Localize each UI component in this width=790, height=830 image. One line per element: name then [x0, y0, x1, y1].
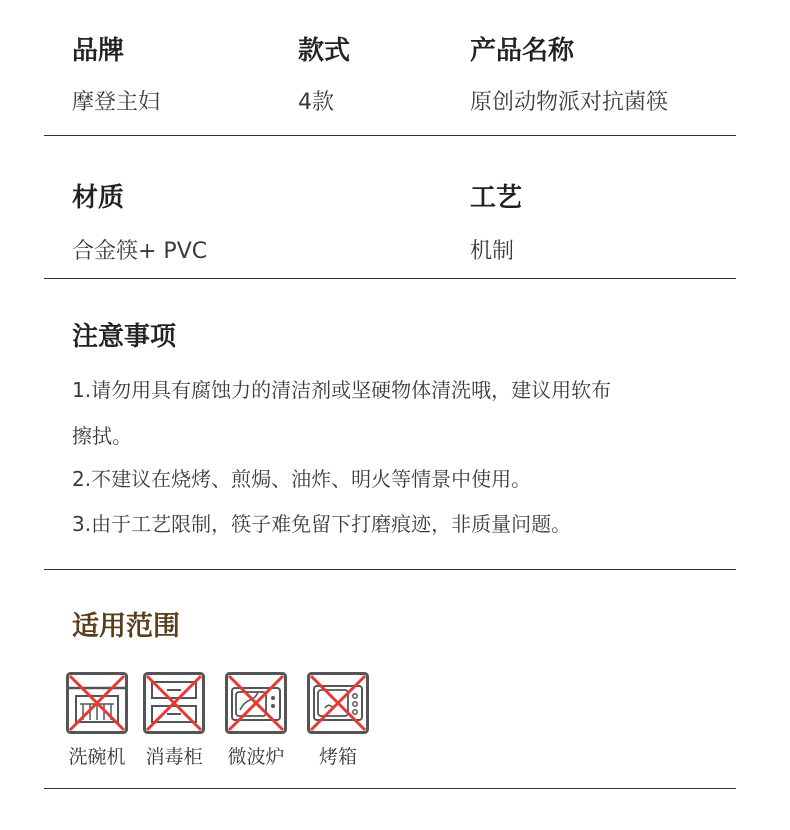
oven-label: 烤箱	[318, 746, 357, 768]
divider	[44, 135, 736, 136]
microwave-label: 微波炉	[227, 746, 285, 768]
notice-title: 注意事项	[72, 322, 177, 352]
microwave-icon	[225, 672, 287, 734]
style-value: 4款	[298, 90, 334, 115]
brand-value: 摩登主妇	[72, 90, 161, 115]
dishwasher-icon	[66, 672, 128, 734]
notice-line: 2.不建议在烧烤、煎焗、油炸、明火等情景中使用。	[72, 467, 532, 491]
notice-line: 1.请勿用具有腐蚀力的清洁剂或坚硬物体清洗哦，建议用软布	[72, 378, 612, 402]
craft-value: 机制	[470, 239, 515, 264]
product-name-label: 产品名称	[470, 36, 575, 66]
scope-title: 适用范围	[72, 611, 180, 642]
craft-label: 工艺	[470, 183, 523, 213]
material-value: 合金筷+ PVC	[72, 239, 208, 264]
divider	[44, 569, 736, 570]
style-label: 款式	[298, 36, 351, 66]
notice-line: 3.由于工艺限制，筷子难免留下打磨痕迹，非质量问题。	[72, 512, 572, 536]
product-name-value: 原创动物派对抗菌筷	[470, 90, 669, 115]
sterilizer-cabinet-label: 消毒柜	[145, 746, 203, 768]
sterilizer-cabinet-icon	[143, 672, 205, 734]
divider	[44, 278, 736, 279]
dishwasher-label: 洗碗机	[68, 746, 126, 768]
material-label: 材质	[72, 183, 125, 213]
divider	[44, 788, 736, 789]
notice-line: 擦拭。	[72, 424, 132, 448]
oven-icon	[307, 672, 369, 734]
brand-label: 品牌	[72, 36, 125, 66]
